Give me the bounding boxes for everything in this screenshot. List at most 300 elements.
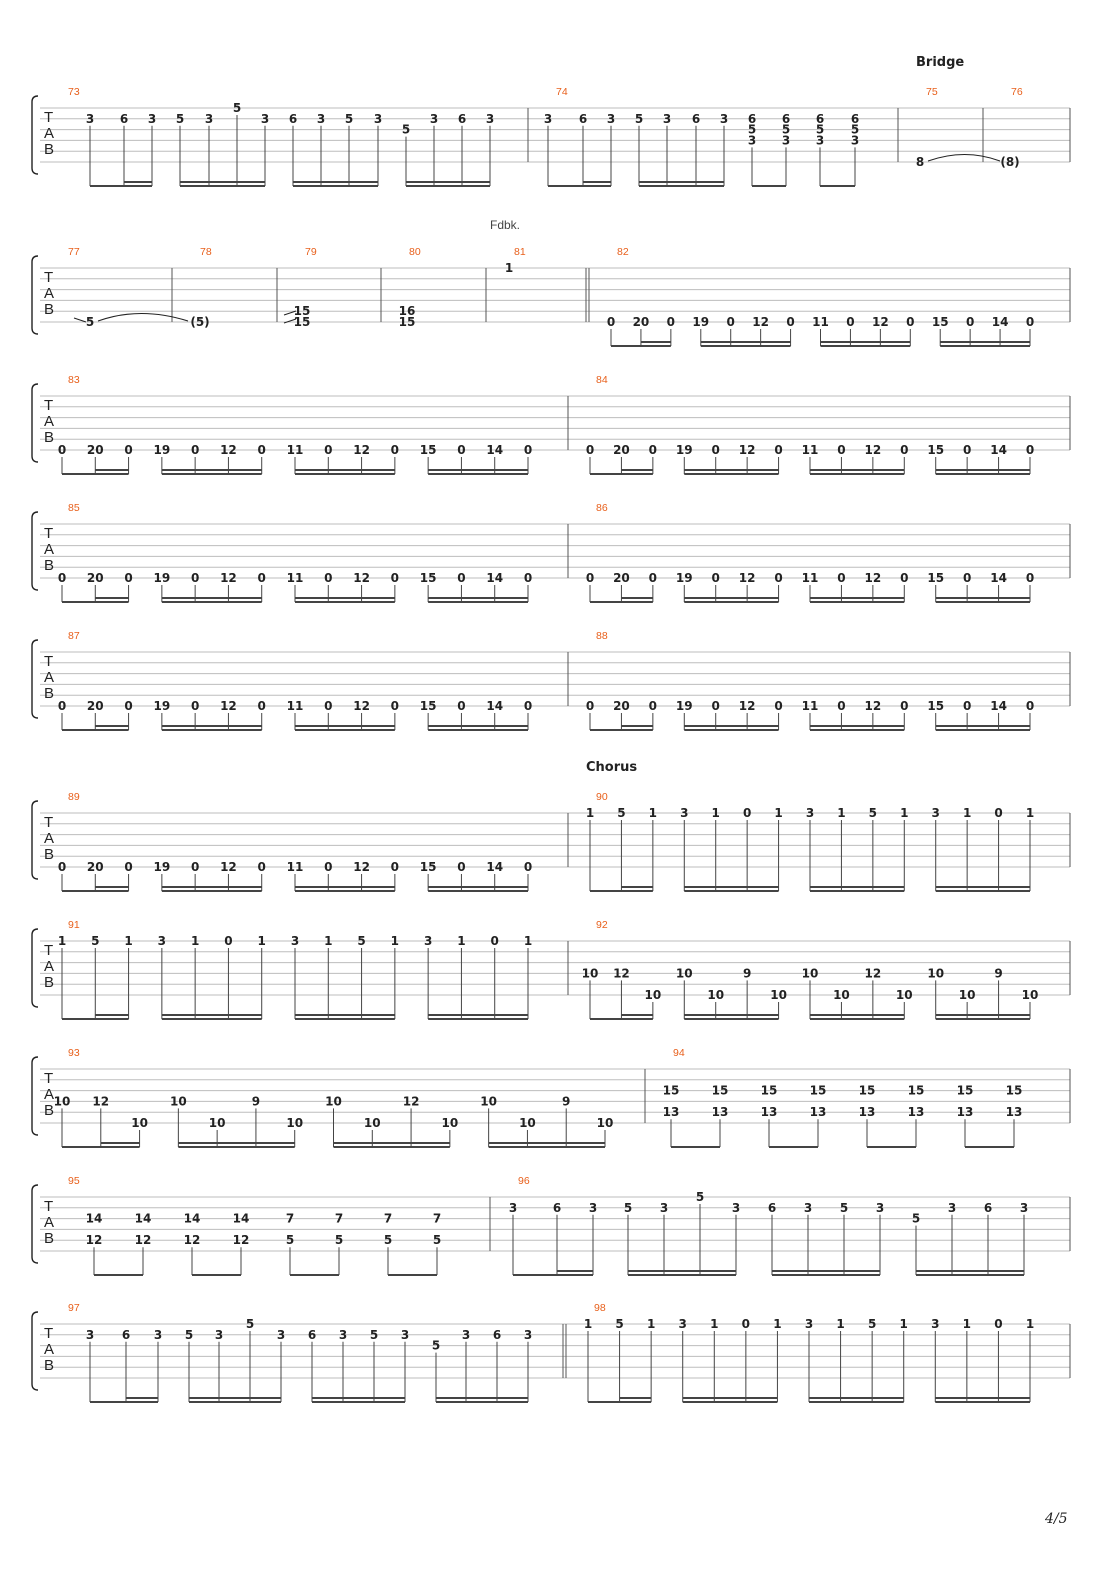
fret-number: 5 — [383, 1233, 393, 1248]
fret-number: 14 — [990, 571, 1007, 585]
tab-system — [32, 374, 1070, 474]
fret-number: 3 — [850, 133, 860, 148]
fret-number: 0 — [837, 443, 846, 457]
fret-number: 20 — [86, 443, 104, 457]
fret-number: 1 — [257, 934, 266, 948]
tab-clef-letter: B — [44, 429, 55, 446]
fret-number: 0 — [962, 443, 972, 457]
fret-number: 15 — [293, 304, 311, 319]
tab-clef-letter: B — [44, 846, 55, 863]
fret-number: 0 — [962, 571, 972, 585]
tab-clef-letter: A — [44, 285, 55, 302]
fret-number: 12 — [220, 571, 237, 585]
fret-number: 12 — [872, 315, 889, 329]
measure-number: 89 — [68, 791, 80, 803]
fret-number: 15 — [956, 1083, 974, 1098]
fret-number: 0 — [585, 443, 595, 457]
fret-number: 3 — [803, 1200, 813, 1215]
fret-number: 0 — [965, 315, 975, 329]
fret-number: 15 — [711, 1083, 729, 1098]
fret-number: 5 — [401, 122, 411, 137]
system-bracket — [32, 1185, 38, 1263]
fret-number: 0 — [257, 443, 266, 457]
fret-number: 1 — [1025, 806, 1035, 820]
fret-number: 10 — [480, 1094, 497, 1109]
fret-number: 20 — [86, 571, 104, 585]
measure — [294, 246, 317, 329]
tab-system — [32, 218, 1070, 346]
fret-number: 5 — [232, 101, 242, 115]
fret-number: 0 — [57, 571, 67, 585]
fret-number: 1 — [457, 934, 466, 948]
fret-number: 0 — [900, 571, 909, 585]
fret-number: 1 — [836, 1317, 845, 1331]
tab-clef-letter: A — [44, 830, 55, 847]
fret-number: 11 — [286, 571, 304, 585]
fret-number: 11 — [286, 699, 304, 713]
system-bracket — [32, 929, 38, 1007]
fret-number: 14 — [486, 571, 504, 585]
measure — [586, 374, 1034, 474]
fret-number: 15 — [293, 315, 311, 329]
tab-system — [32, 1175, 1070, 1275]
fret-number: 10 — [707, 988, 725, 1002]
measure-number: 97 — [68, 1302, 80, 1314]
tab-system — [32, 760, 1070, 891]
tab-clef-letter: B — [44, 685, 55, 702]
fret-number: 5 — [85, 315, 95, 329]
fret-number: 1 — [962, 806, 972, 820]
fret-number: 3 — [523, 1327, 533, 1342]
fret-number: 12 — [220, 860, 237, 874]
fret-number: 3 — [875, 1200, 885, 1215]
fret-number: 6 — [691, 111, 701, 126]
fret-number: 14 — [183, 1211, 201, 1226]
fret-number: 5 — [344, 111, 354, 126]
tab-clef-letter: B — [44, 141, 55, 158]
measure — [490, 218, 526, 275]
fret-number: 10 — [1021, 988, 1039, 1002]
fret-number: 5 — [747, 122, 757, 137]
tab-clef-letter: T — [44, 269, 54, 286]
tab-system — [32, 502, 1070, 602]
fret-number: 5 — [432, 1233, 442, 1248]
fret-number: 6 — [288, 111, 298, 126]
fret-number: 12 — [752, 315, 769, 329]
page-number: 4/5 — [1045, 1511, 1068, 1527]
fret-number: 3 — [85, 1327, 95, 1342]
fret-number: 1 — [504, 261, 514, 275]
measure — [1000, 86, 1023, 169]
fret-number: 15 — [809, 1083, 827, 1098]
fret-number: 19 — [675, 571, 693, 585]
fret-number: 0 — [390, 860, 400, 874]
fret-number: 0 — [774, 443, 783, 457]
fret-number: 0 — [124, 860, 133, 874]
measure-number: 79 — [305, 246, 317, 258]
fret-number: 10 — [53, 1094, 71, 1109]
tab-system — [32, 55, 1070, 186]
measure — [916, 55, 965, 169]
fret-number: 7 — [383, 1211, 393, 1226]
fret-number: 3 — [85, 111, 95, 126]
fret-number: 3 — [659, 1200, 669, 1215]
tab-clef-letter: A — [44, 669, 55, 686]
fret-number: 3 — [508, 1200, 518, 1215]
fret-number: 15 — [907, 1083, 925, 1098]
fret-number: 10 — [325, 1094, 342, 1109]
fret-number: 0 — [324, 443, 333, 457]
fret-number: 13 — [858, 1105, 876, 1120]
fret-number: (8) — [1000, 155, 1020, 169]
fret-number: 3 — [204, 111, 214, 126]
fret-number: 3 — [680, 806, 689, 820]
fret-number: 0 — [711, 571, 720, 585]
fret-number: 5 — [781, 122, 791, 137]
measure-number: 95 — [68, 1175, 80, 1187]
fret-number: 0 — [900, 699, 909, 713]
measure — [58, 502, 532, 602]
fret-number: 13 — [809, 1105, 827, 1120]
fret-number: 13 — [956, 1105, 974, 1120]
system-bracket — [32, 512, 38, 590]
fret-number: 3 — [214, 1327, 224, 1342]
measure — [586, 502, 1034, 602]
fret-number: 10 — [286, 1116, 304, 1130]
measure-number: 98 — [594, 1302, 606, 1314]
fret-number: 5 — [623, 1200, 633, 1215]
fret-number: 10 — [596, 1116, 614, 1130]
fret-number: 0 — [324, 571, 333, 585]
fret-number: 5 — [369, 1327, 379, 1342]
fret-number: 19 — [153, 443, 171, 457]
fret-number: 0 — [523, 443, 533, 457]
fret-number: 3 — [290, 934, 300, 948]
fret-number: 1 — [837, 806, 846, 820]
tab-clef-letter: A — [44, 1341, 55, 1358]
fret-number: 1 — [124, 934, 133, 948]
fret-number: 1 — [585, 806, 595, 820]
measure-number: 83 — [68, 374, 80, 386]
fret-number: 20 — [613, 443, 630, 457]
fret-number: 1 — [646, 1317, 656, 1331]
fret-number: 15 — [760, 1083, 778, 1098]
fret-number: 0 — [774, 699, 783, 713]
fret-number: 3 — [147, 111, 157, 126]
tab-clef-letter: B — [44, 557, 55, 574]
fret-number: 3 — [153, 1327, 163, 1342]
fret-number: 10 — [927, 966, 945, 981]
fret-number: 6 — [578, 111, 588, 126]
tab-clef-letter: A — [44, 541, 55, 558]
fret-number: 5 — [850, 122, 860, 137]
fret-number: 0 — [124, 443, 133, 457]
fret-number: 12 — [220, 699, 237, 713]
fret-number: 12 — [353, 443, 370, 457]
fret-number: 1 — [711, 806, 720, 820]
fret-number: 3 — [338, 1327, 348, 1342]
tab-system — [32, 1047, 1070, 1147]
slide-in-mark — [74, 318, 86, 322]
fret-number: 19 — [153, 571, 171, 585]
fret-number: 0 — [786, 315, 795, 329]
measure — [509, 1175, 1028, 1275]
fret-number: 12 — [183, 1233, 201, 1248]
fret-number: 0 — [994, 1317, 1003, 1331]
fret-number: 0 — [190, 571, 200, 585]
fret-number: 14 — [232, 1211, 250, 1226]
fret-number: 20 — [613, 699, 630, 713]
fret-number: 12 — [864, 571, 882, 585]
fret-number: 0 — [606, 315, 616, 329]
measure — [544, 86, 859, 186]
fret-number: 5 — [839, 1200, 849, 1215]
fret-number: 3 — [429, 111, 439, 126]
fret-number: 3 — [400, 1327, 410, 1342]
fret-number: 9 — [251, 1094, 261, 1109]
fret-number: 14 — [486, 699, 504, 713]
fret-number: 14 — [991, 315, 1009, 329]
fret-number: 9 — [994, 966, 1003, 981]
fret-number: 0 — [190, 443, 200, 457]
fret-number: 5 — [867, 1317, 877, 1331]
measure-number: 85 — [68, 502, 80, 514]
fret-number: 0 — [124, 699, 133, 713]
fret-number: 5 — [245, 1317, 255, 1331]
fret-number: 3 — [662, 111, 672, 126]
fret-number: 0 — [1025, 315, 1035, 329]
measure — [586, 630, 1034, 730]
fret-number: 6 — [815, 111, 825, 126]
fret-number: 5 — [695, 1190, 705, 1204]
fret-number: 3 — [747, 133, 757, 148]
fret-number: 0 — [900, 443, 909, 457]
fret-number: 19 — [153, 860, 171, 874]
fret-number: 10 — [895, 988, 913, 1002]
fret-number: 0 — [57, 443, 67, 457]
fret-number: 3 — [731, 1200, 741, 1215]
fret-number: 11 — [801, 443, 819, 457]
fret-number: 3 — [781, 133, 791, 148]
fret-number: 10 — [363, 1116, 381, 1130]
fret-number: 15 — [398, 315, 416, 329]
fret-number: 0 — [224, 934, 233, 948]
measure-number: 96 — [518, 1175, 530, 1187]
fret-number: 0 — [711, 443, 720, 457]
system-bracket — [32, 96, 38, 174]
fret-number: 0 — [390, 443, 400, 457]
fret-number: 15 — [931, 315, 949, 329]
fret-number: 5 — [634, 111, 644, 126]
fret-number: 15 — [662, 1083, 680, 1098]
fret-number: 0 — [190, 860, 200, 874]
fret-number: 20 — [86, 699, 104, 713]
fret-number: 12 — [738, 571, 756, 585]
fret-number: 3 — [678, 1317, 687, 1331]
tab-clef-letter: B — [44, 1357, 55, 1374]
fret-number: 12 — [92, 1094, 110, 1109]
fret-number: 3 — [804, 1317, 814, 1331]
system-bracket — [32, 384, 38, 462]
fret-number: 0 — [711, 699, 720, 713]
measure — [58, 791, 532, 891]
fret-number: 3 — [719, 111, 729, 126]
fret-number: 8 — [915, 155, 925, 169]
fret-number: 20 — [632, 315, 650, 329]
fret-number: 3 — [947, 1200, 957, 1215]
fret-number: 3 — [931, 1317, 940, 1331]
fret-number: 0 — [257, 571, 266, 585]
fret-number: 3 — [485, 111, 495, 126]
fret-number: 15 — [927, 443, 945, 457]
tab-clef-letter: B — [44, 1102, 55, 1119]
fret-number: 7 — [285, 1211, 295, 1226]
fret-number: 0 — [837, 699, 846, 713]
fret-number: 0 — [124, 571, 133, 585]
tab-system — [32, 1302, 1070, 1402]
fret-number: 3 — [276, 1327, 286, 1342]
fret-number: 3 — [461, 1327, 471, 1342]
measure-number: 76 — [1011, 86, 1023, 98]
fret-number: 12 — [134, 1233, 152, 1248]
fret-number: 6 — [747, 111, 757, 126]
fret-number: 3 — [805, 806, 815, 820]
fret-number: 20 — [86, 860, 104, 874]
fret-number: 3 — [543, 111, 553, 126]
measure-number: 94 — [673, 1047, 685, 1059]
fret-number: 6 — [119, 111, 129, 126]
tie-arc — [98, 314, 188, 322]
fret-number: 13 — [711, 1105, 729, 1120]
fret-number: 0 — [390, 699, 400, 713]
fret-number: 0 — [648, 699, 658, 713]
measure — [190, 246, 212, 329]
fret-number: 7 — [334, 1211, 344, 1226]
fret-number: 0 — [962, 699, 972, 713]
fret-number: 13 — [662, 1105, 680, 1120]
fret-number: 0 — [523, 699, 533, 713]
section-label: Chorus — [586, 760, 638, 775]
measure — [663, 1047, 1023, 1147]
measure-number: 86 — [596, 502, 608, 514]
fret-number: 14 — [85, 1211, 103, 1226]
fret-number: 0 — [257, 699, 266, 713]
fret-number: 3 — [931, 806, 940, 820]
fret-number: 11 — [286, 860, 304, 874]
measure — [54, 1047, 614, 1147]
fret-number: 0 — [190, 699, 200, 713]
fret-number: 5 — [617, 806, 626, 820]
fret-number: 9 — [562, 1094, 571, 1109]
fret-number: 13 — [760, 1105, 778, 1120]
fret-number: 0 — [648, 443, 658, 457]
fret-number: 0 — [257, 860, 266, 874]
fret-number: 7 — [432, 1211, 442, 1226]
fret-number: 0 — [1025, 699, 1035, 713]
measure-number: 77 — [68, 246, 80, 258]
fret-number: 0 — [726, 315, 735, 329]
fret-number: 11 — [801, 699, 819, 713]
measure-number: 73 — [68, 86, 80, 98]
system-bracket — [32, 801, 38, 879]
fret-number: 11 — [801, 571, 819, 585]
fret-number: 0 — [324, 699, 333, 713]
systems-layer — [32, 55, 1070, 1402]
measure — [582, 919, 1039, 1019]
fret-number: 5 — [868, 806, 878, 820]
fret-number: 3 — [1019, 1200, 1029, 1215]
measure — [68, 246, 94, 329]
fret-number: 10 — [675, 966, 693, 981]
system-bracket — [32, 640, 38, 718]
fret-number: 0 — [741, 1317, 751, 1331]
fret-number: 0 — [837, 571, 846, 585]
fret-number: 0 — [585, 571, 595, 585]
tab-clef-letter: A — [44, 1214, 55, 1231]
fret-number: 5 — [334, 1233, 344, 1248]
fret-number: 0 — [906, 315, 915, 329]
fret-number: 1 — [523, 934, 533, 948]
fret-number: 12 — [402, 1094, 420, 1109]
measure-number: 75 — [926, 86, 938, 98]
tab-clef-letter: T — [44, 525, 54, 542]
fret-number: 12 — [864, 699, 882, 713]
fret-number: 0 — [846, 315, 855, 329]
fret-number: 0 — [57, 860, 67, 874]
measure-number: 74 — [556, 86, 568, 98]
fret-number: 0 — [523, 860, 533, 874]
measure-number: 92 — [596, 919, 608, 931]
fret-number: 0 — [57, 699, 67, 713]
measure-number: 81 — [514, 246, 526, 258]
fret-number: 6 — [121, 1327, 131, 1342]
fret-number: 0 — [666, 315, 676, 329]
fret-number: 15 — [927, 571, 945, 585]
fret-number: 19 — [675, 443, 693, 457]
fret-number: 0 — [585, 699, 595, 713]
measure-number: 90 — [596, 791, 608, 803]
tab-clef-letter: T — [44, 397, 54, 414]
fret-number: 1 — [899, 1317, 908, 1331]
fret-number: 5 — [184, 1327, 194, 1342]
measure — [584, 1302, 1034, 1402]
fret-number: 10 — [770, 988, 787, 1002]
fret-number: 10 — [833, 988, 850, 1002]
fret-number: 0 — [457, 443, 466, 457]
fret-number: 3 — [373, 111, 383, 126]
fret-number: 10 — [208, 1116, 226, 1130]
fret-number: 1 — [962, 1317, 972, 1331]
measure — [399, 246, 421, 329]
measure-number: 87 — [68, 630, 80, 642]
measure — [586, 760, 1034, 891]
fret-number: 5 — [815, 122, 825, 137]
tab-clef-letter: A — [44, 125, 55, 142]
fret-number: 3 — [606, 111, 616, 126]
fret-number: 1 — [648, 806, 658, 820]
fret-number: 3 — [157, 934, 167, 948]
fret-number: 20 — [613, 571, 630, 585]
fret-number: 10 — [441, 1116, 459, 1130]
system-bracket — [32, 1312, 38, 1390]
measure — [58, 630, 532, 730]
measure — [58, 374, 532, 474]
fret-number: 5 — [91, 934, 100, 948]
fret-number: 15 — [927, 699, 945, 713]
fret-number: 1 — [900, 806, 909, 820]
feedback-label: Fdbk. — [490, 218, 521, 232]
fret-number: 6 — [457, 111, 467, 126]
